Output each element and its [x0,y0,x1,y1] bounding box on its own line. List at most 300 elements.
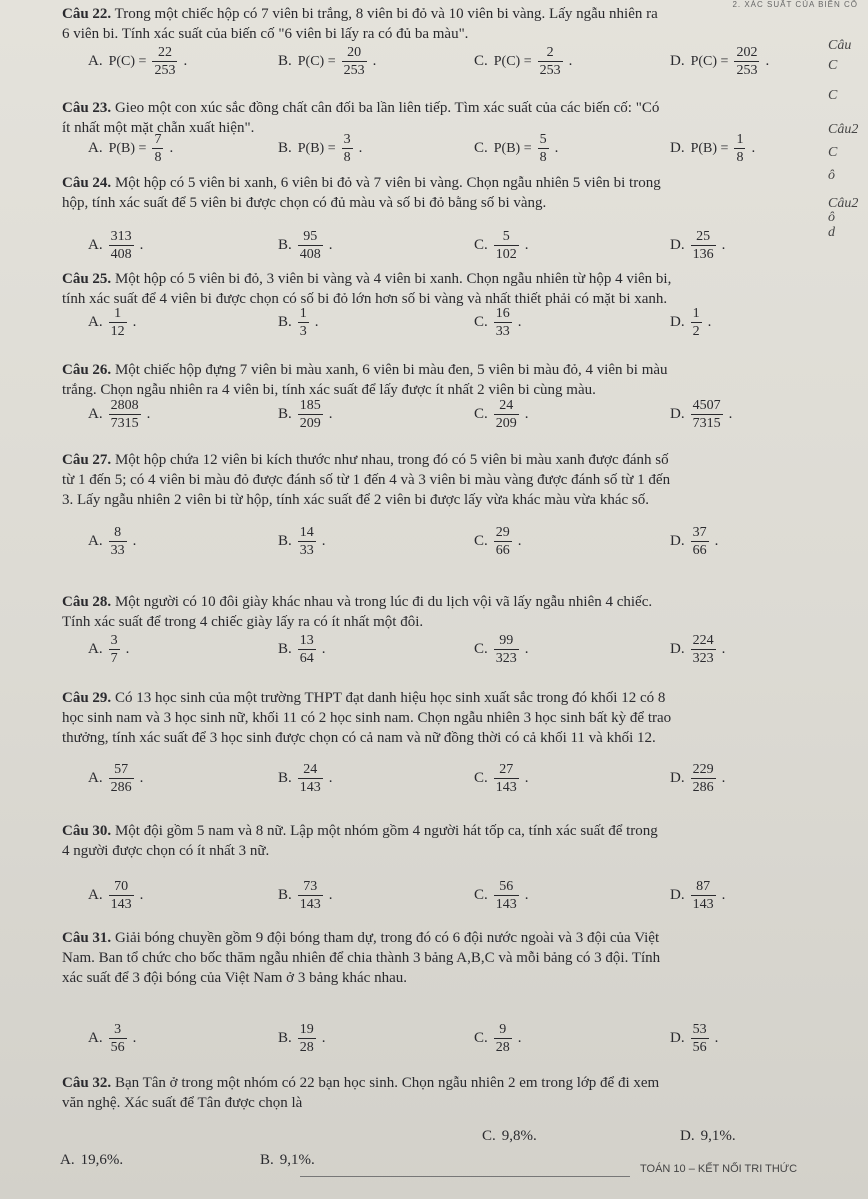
question-q31 [62,928,660,988]
fraction-denominator: 66 [692,543,707,558]
page-footer: TOÁN 10 – KẾT NỐI TRI THỨC [640,1163,798,1175]
answer-option-a [88,878,143,913]
option-label: A. [88,1030,103,1046]
answer-option-a [88,524,136,559]
fraction-numerator: 37 [692,525,707,540]
fraction-denominator: 143 [495,897,517,912]
question-text-line: Câu 28. Một người có 10 đôi giày khác nhau và trong lúc đi du lịch vội vã lấy ngẫu nhiên 4 chiếc. [62,594,653,610]
footer-divider [300,1176,630,1177]
question-text-line: Câu 31. Giải bóng chuyền gồm 9 đội bóng tham dự, trong đó có 6 đội nước ngoài và 3 đội của Việt [62,930,660,946]
option-label: C. [474,53,488,69]
answer-option-c [474,131,558,166]
answer-option-c [474,524,522,559]
question-text-line: thưởng, tính xác suất để 3 học sinh được chọn có cả nam và nữ đồng thời có cả khối 11 và khối 12. [62,730,656,746]
fraction-denominator: 56 [692,1040,707,1055]
option-label: B. [278,1030,292,1046]
fraction-denominator: 143 [692,897,714,912]
fraction-denominator: 28 [495,1040,510,1055]
fraction-numerator: 99 [499,633,514,648]
question-q22 [62,4,658,44]
option-period: . [358,140,363,156]
fraction-denominator: 8 [154,150,162,165]
fraction-numerator: 313 [110,229,132,244]
option-period: . [132,314,137,330]
fraction-numerator: 29 [495,525,510,540]
fraction-denominator: 33 [495,324,510,339]
fraction-numerator: 224 [692,633,714,648]
fraction-denominator: 253 [736,63,758,78]
answer-option-b [260,1152,315,1169]
option-period: . [721,641,726,657]
option-value: 9,8%. [501,1128,537,1144]
option-period: . [139,887,144,903]
question-text-line: Câu 32. Bạn Tân ở trong một nhóm có 22 bạn học sinh. Chọn ngẫu nhiên 2 em trong lớp để đi xem [62,1075,660,1091]
option-period: . [568,53,573,69]
fraction-denominator: 64 [299,651,314,666]
option-label: D. [670,314,685,330]
option-period: . [321,641,326,657]
option-period: . [139,770,144,786]
option-fraction [691,761,716,796]
fraction-numerator: 4507 [692,398,721,413]
fraction-denominator: 8 [539,150,547,165]
option-label: B. [260,1152,274,1168]
option-period: . [721,770,726,786]
question-text-line: từ 1 đến 5; có 4 viên bi màu đỏ được đánh số từ 1 đến 4 và 3 viên bi màu vàng được đánh số từ 1 đến [62,472,671,488]
answer-option-d [670,1021,718,1056]
fraction-denominator: 8 [343,150,351,165]
option-period: . [132,1030,137,1046]
fraction-numerator: 202 [736,45,758,60]
option-label: D. [670,140,685,156]
fraction-denominator: 2 [692,324,700,339]
fraction-numerator: 2808 [110,398,139,413]
answer-option-b [278,131,362,166]
margin-note: C [828,88,838,103]
option-label: A. [88,53,103,69]
answer-option-c [474,305,522,340]
fraction-numerator: 25 [696,229,711,244]
option-period: . [517,1030,522,1046]
option-period: . [517,314,522,330]
answer-option-a [88,228,143,263]
answer-option-a [88,44,187,79]
question-q27 [62,450,670,510]
fraction-numerator: 19 [299,1022,314,1037]
option-fraction [494,878,519,913]
fraction-denominator: 286 [692,780,714,795]
fraction-numerator: 7 [154,132,162,147]
question-text-line: hộp, tính xác suất để 5 viên bi được chọn có đủ màu và số bi đỏ bằng số bi vàng. [62,195,547,211]
fraction-denominator: 33 [110,543,125,558]
option-label: A. [88,533,103,549]
option-fraction [494,632,519,667]
question-q24 [62,173,661,213]
question-text-line: Câu 22. Trong một chiếc hộp có 7 viên bi trắng, 8 viên bi đỏ và 10 viên bi vàng. Lấy ngẫu nhiên ra [62,6,658,22]
fraction-numerator: 14 [299,525,314,540]
fraction-numerator: 24 [303,762,318,777]
option-label: D. [670,533,685,549]
answer-option-b [278,1021,326,1056]
answer-option-b [278,305,319,340]
fraction-numerator: 87 [696,879,711,894]
option-fraction [538,131,549,166]
option-value: 9,1%. [279,1152,315,1168]
fraction-numerator: 185 [299,398,321,413]
option-fraction [691,397,723,432]
answer-option-d [670,761,725,796]
margin-note: C [828,58,838,73]
option-prefix: P(B) = [297,140,336,156]
question-q25 [62,269,671,309]
fraction-numerator: 229 [692,762,714,777]
question-text-line: tính xác suất để 4 viên bi được chọn có số bi đỏ lớn hơn số bi vàng và nhất thiết phải có mặt bi xanh. [62,291,668,307]
fraction-denominator: 323 [495,651,517,666]
option-fraction [109,878,134,913]
question-q28 [62,592,652,632]
fraction-numerator: 2 [546,45,554,60]
fraction-numerator: 1 [114,306,122,321]
option-label: A. [88,887,103,903]
option-label: A. [88,237,103,253]
answer-option-a [88,397,150,432]
fraction-denominator: 12 [110,324,125,339]
option-label: B. [278,533,292,549]
option-fraction [298,761,323,796]
answer-option-a [88,632,129,667]
question-text-line: học sinh nam và 3 học sinh nữ, khối 11 có 2 học sinh nam. Chọn ngẫu nhiên 3 học sinh bất kỳ để trao [62,710,672,726]
option-period: . [524,237,529,253]
option-fraction [494,397,519,432]
fraction-denominator: 286 [110,780,132,795]
question-text-line: xác suất để 3 đội bóng của Việt Nam ở 3 bảng khác nhau. [62,970,407,986]
option-period: . [714,1030,719,1046]
option-fraction [298,878,323,913]
option-label: C. [482,1128,496,1144]
option-fraction [152,131,163,166]
answer-option-a [88,1021,136,1056]
option-period: . [721,887,726,903]
fraction-denominator: 7315 [692,416,721,431]
option-period: . [524,406,529,422]
answer-option-c [474,44,572,79]
question-q32 [62,1073,659,1113]
margin-note: C [828,145,838,160]
fraction-denominator: 7315 [110,416,139,431]
fraction-denominator: 209 [495,416,517,431]
option-label: C. [474,887,488,903]
option-prefix: P(B) = [690,140,729,156]
fraction-denominator: 143 [495,780,517,795]
option-fraction [494,305,512,340]
fraction-numerator: 13 [299,633,314,648]
option-fraction [342,44,367,79]
answer-option-a [88,131,173,166]
option-prefix: P(C) = [297,53,336,69]
option-label: B. [278,140,292,156]
fraction-numerator: 27 [499,762,514,777]
option-fraction [691,305,702,340]
option-value: 9,1%. [700,1128,736,1144]
fraction-numerator: 56 [499,879,514,894]
fraction-denominator: 253 [154,63,176,78]
question-text-line: trắng. Chọn ngẫu nhiên ra 4 viên bi, tính xác suất để lấy được ít nhất 2 viên bi cùng màu. [62,382,596,398]
question-text-line: Tính xác suất để trong 4 chiếc giày lấy ra có ít nhất một đôi. [62,614,424,630]
option-label: D. [670,237,685,253]
option-period: . [554,140,559,156]
margin-note: ô [828,168,835,183]
option-period: . [125,641,130,657]
answer-option-d [670,305,711,340]
option-fraction [734,131,745,166]
option-fraction [109,1021,127,1056]
option-prefix: P(C) = [493,53,532,69]
option-fraction [298,228,323,263]
option-period: . [517,533,522,549]
fraction-denominator: 28 [299,1040,314,1055]
fraction-denominator: 102 [495,247,517,262]
option-fraction [109,632,120,667]
option-label: D. [670,770,685,786]
answer-option-a [88,305,136,340]
question-text-line: 4 người được chọn có ít nhất 3 nữ. [62,843,270,859]
fraction-numerator: 1 [736,132,744,147]
answer-option-b [278,761,333,796]
option-label: A. [88,314,103,330]
question-text-line: Câu 25. Một hộp có 5 viên bi đỏ, 3 viên bi vàng và 4 viên bi xanh. Chọn ngẫu nhiên từ hộp 4 viên bi, [62,271,672,287]
fraction-numerator: 20 [347,45,362,60]
option-prefix: P(C) = [108,53,147,69]
fraction-denominator: 209 [299,416,321,431]
fraction-numerator: 8 [114,525,122,540]
fraction-numerator: 5 [539,132,547,147]
option-label: D. [670,641,685,657]
question-text-line: Câu 26. Một chiếc hộp đựng 7 viên bi màu xanh, 6 viên bi màu đen, 5 viên bi màu đỏ, 4 viên bi màu [62,362,668,378]
question-text-line: Câu 23. Gieo một con xúc sắc đồng chất cân đối ba lần liên tiếp. Tìm xác suất của các biến cố: "Có [62,100,660,116]
answer-option-b [278,397,333,432]
margin-note: d [828,225,835,240]
option-fraction [109,228,134,263]
option-fraction [494,761,519,796]
option-period: . [524,887,529,903]
fraction-numerator: 73 [303,879,318,894]
question-text-line: văn nghệ. Xác suất để Tân được chọn là [62,1095,303,1111]
option-fraction [494,524,512,559]
option-prefix: P(C) = [690,53,729,69]
option-period: . [714,533,719,549]
option-label: B. [278,314,292,330]
option-label: D. [680,1128,695,1144]
option-label: B. [278,237,292,253]
option-period: . [721,237,726,253]
fraction-denominator: 3 [299,324,307,339]
option-label: C. [474,140,488,156]
fraction-numerator: 16 [495,306,510,321]
option-label: D. [670,887,685,903]
option-fraction [691,632,716,667]
answer-option-b [278,228,333,263]
option-period: . [707,314,712,330]
fraction-denominator: 143 [299,780,321,795]
fraction-numerator: 9 [499,1022,507,1037]
answer-option-b [278,44,376,79]
option-period: . [728,406,733,422]
option-fraction [494,228,519,263]
option-fraction [691,878,716,913]
fraction-numerator: 70 [114,879,129,894]
question-text-line: Câu 27. Một hộp chứa 12 viên bi kích thước như nhau, trong đó có 5 viên bi màu xanh được đánh số [62,452,669,468]
question-q30 [62,821,658,861]
margin-note: Câu [828,38,852,53]
answer-option-d [670,632,725,667]
fraction-denominator: 7 [110,651,118,666]
option-fraction [691,228,716,263]
margin-note: Câu2 [828,122,859,137]
question-q29 [62,688,671,748]
question-text-line: Câu 30. Một đội gồm 5 nam và 8 nữ. Lập một nhóm gồm 4 người hát tốp ca, tính xác suất để trong [62,823,658,839]
fraction-numerator: 53 [692,1022,707,1037]
option-period: . [183,53,188,69]
option-fraction [691,1021,709,1056]
option-fraction [109,305,127,340]
option-label: D. [670,53,685,69]
option-value: 19,6%. [80,1152,124,1168]
option-label: C. [474,1030,488,1046]
option-period: . [328,770,333,786]
question-text-line: 3. Lấy ngẫu nhiên 2 viên bi từ hộp, tính xác suất để 2 viên bi được lấy vừa khác màu vừa khác số. [62,492,649,508]
fraction-denominator: 408 [299,247,321,262]
question-text-line: Câu 29. Có 13 học sinh của một trường THPT đạt danh hiệu học sinh xuất sắc trong đó khối 12 có 8 [62,690,666,706]
option-fraction [298,1021,316,1056]
fraction-numerator: 3 [110,633,118,648]
fraction-denominator: 56 [110,1040,125,1055]
option-fraction [538,44,563,79]
option-fraction [109,761,134,796]
option-prefix: P(B) = [108,140,147,156]
option-fraction [109,524,127,559]
option-fraction [494,1021,512,1056]
option-label: C. [474,237,488,253]
page-header: 2. XÁC SUẤT CỦA BIẾN CỐ [732,0,858,9]
fraction-numerator: 22 [157,45,172,60]
question-text-line: Câu 24. Một hộp có 5 viên bi xanh, 6 viên bi đỏ và 7 viên bi vàng. Chọn ngẫu nhiên 5 viên bi trong [62,175,661,191]
answer-option-b [278,632,326,667]
answer-option-c [474,878,529,913]
option-fraction [109,397,141,432]
answer-option-d [670,228,725,263]
option-label: A. [60,1152,75,1168]
option-prefix: P(B) = [493,140,532,156]
option-period: . [328,887,333,903]
fraction-denominator: 136 [692,247,714,262]
option-fraction [298,524,316,559]
answer-option-b [278,524,326,559]
fraction-numerator: 24 [499,398,514,413]
answer-option-d [670,131,755,166]
fraction-denominator: 33 [299,543,314,558]
answer-option-c [474,397,529,432]
option-fraction [298,305,309,340]
option-label: B. [278,641,292,657]
answer-option-c [474,632,529,667]
option-label: D. [670,406,685,422]
option-label: B. [278,406,292,422]
option-period: . [328,406,333,422]
option-period: . [132,533,137,549]
option-label: A. [88,641,103,657]
option-period: . [139,237,144,253]
option-label: B. [278,53,292,69]
answer-option-c [474,1021,522,1056]
option-fraction [691,524,709,559]
answer-option-b [278,878,333,913]
fraction-denominator: 143 [299,897,321,912]
option-label: B. [278,887,292,903]
question-text-line: Nam. Ban tổ chức cho bốc thăm ngẫu nhiên để chia thành 3 bảng A,B,C và mỗi bảng có 3 đội. Tính [62,950,661,966]
option-label: C. [474,533,488,549]
fraction-denominator: 323 [692,651,714,666]
margin-note: Câu2 [828,196,859,211]
option-fraction [298,632,316,667]
option-label: A. [88,770,103,786]
question-q26 [62,360,668,400]
answer-option-d [670,878,725,913]
fraction-denominator: 253 [539,63,561,78]
fraction-numerator: 5 [502,229,510,244]
question-text-line: 6 viên bi. Tính xác suất của biến cố "6 viên bi lấy ra có đủ ba màu". [62,26,469,42]
option-label: C. [474,314,488,330]
fraction-denominator: 408 [110,247,132,262]
fraction-numerator: 1 [692,306,700,321]
option-label: A. [88,406,103,422]
option-period: . [765,53,770,69]
answer-option-a [60,1152,123,1169]
option-period: . [524,770,529,786]
option-period: . [328,237,333,253]
fraction-denominator: 253 [343,63,365,78]
fraction-numerator: 95 [303,229,318,244]
answer-option-c [482,1128,537,1145]
option-fraction [734,44,759,79]
option-fraction [298,397,323,432]
option-period: . [169,140,174,156]
option-label: A. [88,140,103,156]
fraction-denominator: 66 [495,543,510,558]
question-text-line: ít nhất một mặt chẵn xuất hiện". [62,120,255,136]
margin-note: ô [828,210,835,225]
fraction-numerator: 3 [114,1022,122,1037]
option-label: C. [474,641,488,657]
answer-option-d [670,397,732,432]
answer-option-a [88,761,143,796]
option-period: . [314,314,319,330]
option-label: B. [278,770,292,786]
fraction-numerator: 3 [343,132,351,147]
option-period: . [372,53,377,69]
option-fraction [342,131,353,166]
answer-option-d [670,524,718,559]
option-period: . [751,140,756,156]
option-period: . [524,641,529,657]
fraction-numerator: 1 [299,306,307,321]
answer-option-d [670,44,769,79]
fraction-numerator: 57 [114,762,129,777]
option-fraction [152,44,177,79]
answer-option-c [474,761,529,796]
option-period: . [146,406,151,422]
answer-option-d [680,1128,736,1145]
fraction-denominator: 143 [110,897,132,912]
